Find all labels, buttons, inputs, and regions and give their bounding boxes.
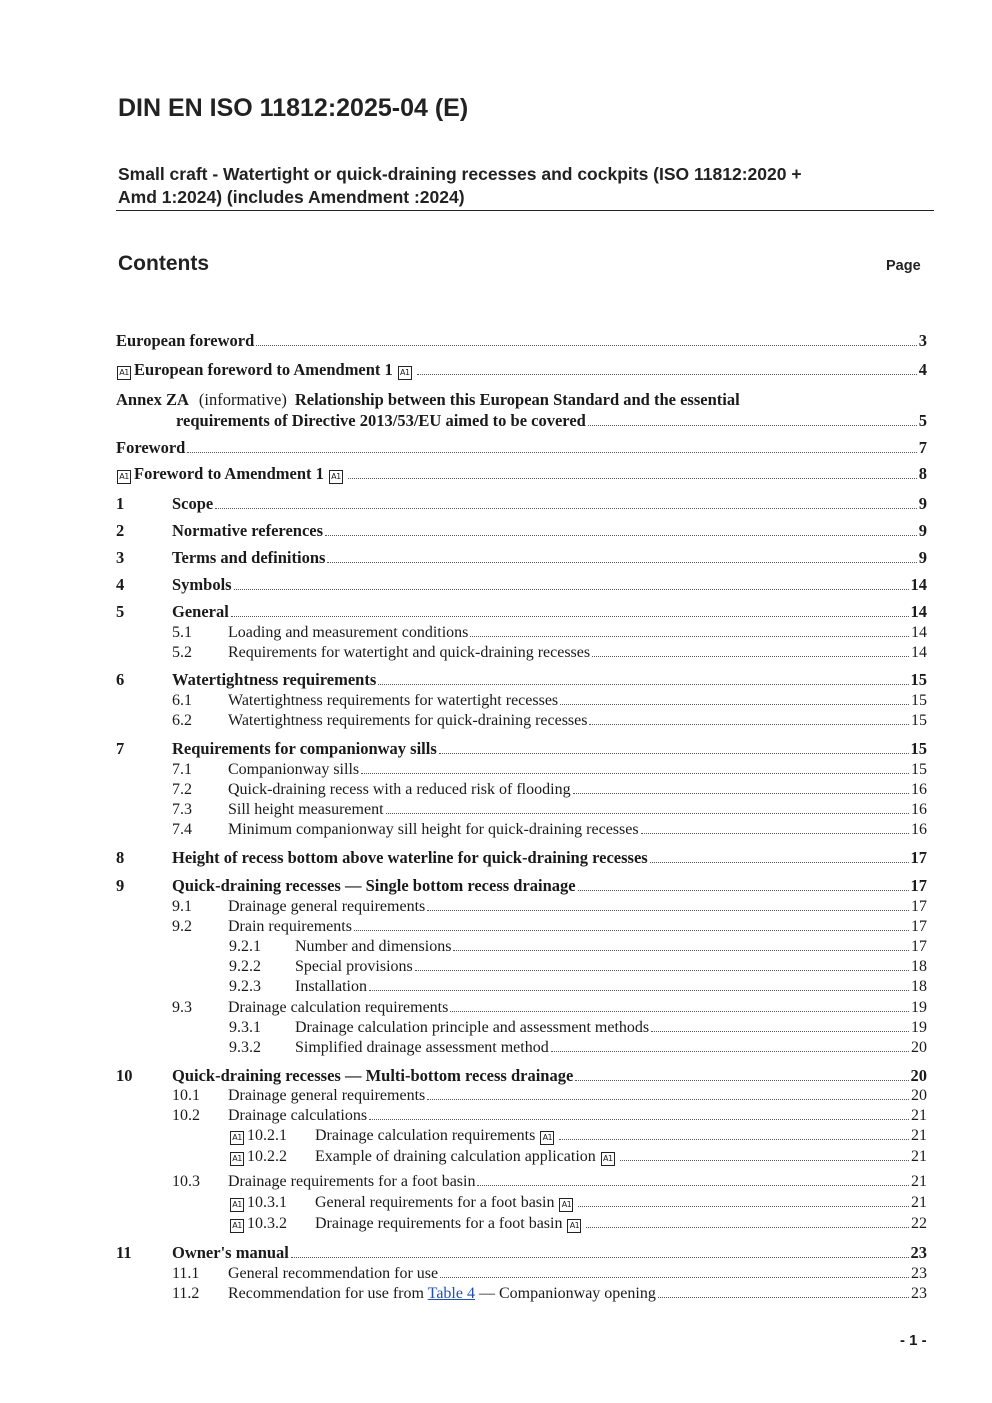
toc-entry-title-text: Drainage requirements for a foot basin (228, 1173, 476, 1190)
dot-leader (415, 969, 909, 971)
toc-entry[interactable] (172, 711, 927, 731)
toc-entry-title (228, 760, 359, 780)
toc-entry-number: 9.2.2 (229, 958, 261, 975)
dot-leader (470, 635, 909, 637)
toc-entry-title-text: Watertightness requirements for watertight recesses (228, 692, 559, 709)
toc-entry[interactable] (116, 739, 927, 759)
toc-entry-number: 7.3 (172, 801, 192, 818)
toc-entry-title (172, 548, 325, 568)
toc-entry-number: 7.1 (172, 761, 192, 778)
toc-entry-number: 10.3.1 (247, 1194, 287, 1211)
toc-entry-title (228, 800, 384, 820)
dot-leader (234, 588, 909, 590)
toc-entry-title-text: Normative references (172, 521, 324, 540)
toc-entry-page: 17 (910, 876, 927, 895)
toc-entry-page: 17 (911, 938, 927, 955)
toc-entry-page: 21 (911, 1148, 927, 1165)
amendment-end-icon: A1 (601, 1152, 615, 1166)
toc-entry-number: 5.1 (172, 624, 192, 641)
toc-entry[interactable] (116, 670, 927, 690)
dot-leader (256, 344, 916, 346)
toc-entry-title-text: Special provisions (295, 958, 413, 975)
toc-entry-number: 6 (116, 670, 125, 689)
toc-entry[interactable] (116, 494, 927, 514)
toc-entry-number: 11.1 (172, 1265, 200, 1282)
toc-entry-number: 5 (116, 602, 125, 621)
dot-leader (369, 1118, 909, 1120)
toc-entry-number: 10.3 (172, 1173, 200, 1190)
toc-entry-title-text: Quick-draining recesses — Single bottom recess drainage (172, 876, 576, 895)
toc-entry-title (134, 360, 393, 380)
toc-entry-page: 16 (911, 821, 927, 838)
toc-entry[interactable] (172, 691, 927, 711)
dot-leader (453, 949, 909, 951)
toc-entry-title-text: Owner's manual (172, 1243, 289, 1262)
toc-entry[interactable] (172, 1106, 927, 1126)
dot-leader (551, 1050, 909, 1052)
toc-entry-page: 15 (911, 761, 927, 778)
toc-entry-page: 23 (911, 1265, 927, 1282)
page-column-label: Page (886, 258, 921, 274)
toc-entry[interactable] (172, 800, 927, 820)
dot-leader (560, 703, 909, 705)
toc-entry-number: 5.2 (172, 644, 192, 661)
toc-entry-title (228, 820, 639, 840)
toc-entry-title (134, 464, 324, 484)
toc-entry[interactable] (116, 521, 927, 541)
toc-entry[interactable] (229, 1038, 927, 1058)
dot-leader (573, 792, 909, 794)
dot-leader (477, 1184, 909, 1186)
toc-entry-title (172, 521, 323, 541)
toc-entry-title (116, 331, 254, 351)
toc-entry[interactable] (229, 937, 927, 957)
toc-entry[interactable] (172, 998, 927, 1018)
toc-entry-title-text: Watertightness requirements (172, 670, 377, 689)
toc-entry-title-text: European foreword (116, 331, 255, 350)
toc-entry-title-text: Scope (172, 494, 214, 513)
toc-entry-title-text: Sill height measurement (228, 801, 384, 818)
toc-entry[interactable] (172, 917, 927, 937)
toc-entry-page: 15 (910, 670, 927, 689)
toc-entry-title-text: Drainage calculation principle and assessment methods (295, 1019, 650, 1036)
toc-entry[interactable] (116, 876, 927, 896)
amendment-start-icon: A1 (117, 470, 131, 484)
amendment-end-icon: A1 (559, 1198, 573, 1212)
toc-entry-title-text: Companionway sills (228, 761, 360, 778)
dot-leader (588, 425, 917, 426)
toc-entry-title-text: Quick-draining recess with a reduced risk of flooding (228, 781, 571, 798)
toc-entry-page: 9 (918, 521, 927, 540)
toc-entry-page: 8 (918, 464, 927, 483)
toc-entry[interactable] (116, 848, 927, 868)
toc-entry-title-text: Simplified drainage assessment method (295, 1039, 549, 1056)
toc-entry-number: 9.2.3 (229, 978, 261, 995)
toc-entry-title-text: Drain requirements (228, 918, 352, 935)
toc-entry-title (228, 1284, 656, 1304)
dot-leader (559, 1138, 909, 1140)
dot-leader (378, 683, 908, 685)
toc-entry-page: 14 (911, 624, 927, 641)
toc-entry[interactable] (229, 1126, 927, 1146)
toc-entry-title: requirements of Directive 2013/53/EU aimed to be covered (176, 411, 586, 430)
amendment-start-icon: A1 (230, 1152, 244, 1166)
toc-entry-title-text: Height of recess bottom above waterline for quick-draining recesses (172, 848, 648, 867)
dot-leader (187, 451, 916, 453)
amendment-end-icon: A1 (567, 1219, 581, 1233)
toc-entry-title (295, 957, 413, 977)
toc-entry-page: 19 (911, 999, 927, 1016)
toc-entry-number: 9.3 (172, 999, 192, 1016)
toc-entry-title-text: Terms and definitions (172, 548, 326, 567)
toc-entry[interactable] (172, 897, 927, 917)
toc-entry-title-text: Drainage calculation requirements (228, 999, 449, 1016)
document-title: DIN EN ISO 11812:2025-04 (E) (118, 94, 469, 122)
toc-entry[interactable] (229, 1147, 927, 1167)
toc-entry-title (295, 937, 451, 957)
toc-entry[interactable] (116, 390, 927, 410)
toc-entry-number: 9.2.1 (229, 938, 261, 955)
toc-entry-title-text: Installation (295, 978, 367, 995)
toc-entry-title (116, 390, 740, 410)
toc-entry-number: 8 (116, 848, 125, 867)
toc-entry-number: 9.1 (172, 898, 192, 915)
dot-leader (361, 772, 909, 774)
toc-entry-title-text: Watertightness requirements for quick-draining recesses (228, 712, 588, 729)
toc-entry[interactable] (172, 760, 927, 780)
toc-entry-title (315, 1126, 535, 1146)
toc-entry[interactable] (116, 602, 927, 622)
toc-entry-title-text: Requirements for watertight and quick-draining recesses (228, 644, 591, 661)
toc-entry[interactable] (229, 1214, 927, 1234)
toc-entry-number: 7 (116, 739, 125, 758)
toc-entry-title-text: Loading and measurement conditions (228, 624, 469, 641)
toc-entry-title (172, 848, 648, 868)
dot-leader (651, 1030, 909, 1032)
toc-entry-number: 1 (116, 494, 125, 513)
toc-entry-number: 4 (116, 575, 125, 594)
dot-leader (620, 1159, 909, 1161)
toc-entry[interactable] (116, 438, 927, 458)
toc-entry[interactable] (116, 548, 927, 568)
toc-entry-title (295, 1018, 649, 1038)
toc-entry-title-text: General recommendation for use (228, 1265, 439, 1282)
toc-entry-title-text: Drainage calculation requirements (315, 1127, 536, 1144)
toc-entry-page: 14 (910, 575, 927, 594)
toc-entry[interactable] (116, 1243, 927, 1263)
amendment-start-icon: A1 (117, 366, 131, 380)
toc-entry-number: Annex ZA (116, 390, 189, 409)
toc-entry-number: 10.2.1 (247, 1127, 287, 1144)
toc-entry-number: 11.2 (172, 1285, 200, 1302)
toc-entry[interactable] (172, 820, 927, 840)
toc-entry-title (228, 1086, 425, 1106)
toc-entry-title-text: Recommendation for use from (228, 1285, 424, 1302)
toc-entry-title (228, 780, 571, 800)
toc-entry[interactable] (172, 1086, 927, 1106)
toc-entry-page: 20 (911, 1087, 927, 1104)
toc-entry-number: 3 (116, 548, 125, 567)
toc-entry-page: 16 (911, 781, 927, 798)
toc-entry-page: 7 (918, 438, 927, 457)
footer-page-number: - 1 - (900, 1332, 927, 1349)
dot-leader (641, 832, 909, 834)
toc-entry-title (172, 670, 376, 690)
toc-entry-title (228, 691, 558, 711)
toc-entry-title (228, 1172, 475, 1192)
subtitle-line-2: Amd 1:2024) (includes Amendment :2024) (118, 187, 465, 207)
dot-leader (586, 1226, 909, 1228)
dot-leader (386, 812, 909, 814)
dot-leader (578, 889, 909, 891)
annex-type-note: (informative) (198, 390, 287, 409)
toc-entry-number: 10.2.2 (247, 1148, 287, 1165)
toc-entry-page: 21 (911, 1194, 927, 1211)
dot-leader (327, 561, 916, 563)
toc-entry-number: 9.3.2 (229, 1039, 261, 1056)
amendment-end-icon: A1 (329, 470, 343, 484)
toc-entry-title-text: Foreword to Amendment 1 (134, 464, 324, 483)
dot-leader (439, 752, 909, 754)
toc-entry-page: 5 (918, 411, 927, 430)
dot-leader (592, 655, 909, 657)
toc-entry-title-suffix: — Companionway opening (478, 1285, 656, 1302)
toc-entry-page: 16 (911, 801, 927, 818)
toc-entry-title (228, 1264, 438, 1284)
toc-entry-title-text: Drainage calculations (228, 1107, 368, 1124)
dot-leader (575, 1079, 908, 1081)
toc-entry-title (315, 1193, 554, 1213)
toc-entry-page: 21 (911, 1107, 927, 1124)
toc-entry-title-text: Drainage requirements for a foot basin (315, 1215, 563, 1232)
toc-entry[interactable] (172, 1264, 927, 1284)
toc-entry[interactable] (116, 1066, 927, 1086)
toc-entry-page: 23 (910, 1243, 927, 1262)
toc-entry-page: 17 (910, 848, 927, 867)
toc-entry-page: 20 (910, 1066, 927, 1085)
toc-entry-page: 9 (918, 494, 927, 513)
toc-entry-page: 3 (918, 331, 927, 350)
toc-entry-page: 14 (911, 644, 927, 661)
dot-leader (427, 1098, 909, 1100)
dot-leader (215, 507, 917, 509)
dot-leader (427, 909, 909, 911)
toc-entry-number: 10.1 (172, 1087, 200, 1104)
toc-entry-title (228, 998, 448, 1018)
dot-leader (450, 1010, 909, 1012)
amendment-start-icon: A1 (230, 1131, 244, 1145)
toc-entry[interactable] (172, 623, 927, 643)
toc-entry-title (172, 575, 232, 595)
toc-entry-page: 14 (910, 602, 927, 621)
toc-entry-title (172, 1066, 573, 1086)
toc-entry[interactable] (172, 1172, 927, 1192)
toc-entry-title-text: Number and dimensions (295, 938, 452, 955)
toc-entry-page: 22 (911, 1215, 927, 1232)
toc-entry-title (172, 494, 213, 514)
toc-entry-number: 11 (116, 1243, 132, 1262)
toc-entry-title (295, 977, 367, 997)
toc-entry-title (116, 438, 185, 458)
toc-entry[interactable] (172, 780, 927, 800)
toc-entry-page: 9 (918, 548, 927, 567)
toc-entry-page: 19 (911, 1019, 927, 1036)
toc-entry-title (172, 1243, 289, 1263)
toc-entry-title (172, 739, 437, 759)
toc-entry-page: 18 (911, 958, 927, 975)
toc-entry-title (228, 1106, 367, 1126)
toc-entry-annex-za-continued[interactable] (176, 411, 927, 431)
amendment-start-icon: A1 (230, 1198, 244, 1212)
toc-entry-number: 10 (116, 1066, 133, 1085)
toc-entry-number: 9 (116, 876, 125, 895)
dot-leader (369, 989, 909, 991)
amendment-end-icon: A1 (540, 1131, 554, 1145)
toc-entry-page: 20 (911, 1039, 927, 1056)
toc-entry-number: 7.4 (172, 821, 192, 838)
amendment-start-icon: A1 (230, 1219, 244, 1233)
dot-leader (231, 615, 909, 617)
toc-entry-title (228, 917, 352, 937)
dot-leader (354, 929, 909, 931)
toc-entry-title (295, 1038, 549, 1058)
toc-entry[interactable] (116, 360, 927, 380)
toc-entry-page: 4 (918, 360, 927, 379)
toc-entry[interactable] (116, 331, 927, 351)
toc-entry-title-text: Minimum companionway sill height for quick-draining recesses (228, 821, 639, 838)
contents-heading: Contents (118, 252, 209, 275)
toc-entry-title (172, 602, 229, 622)
toc-entry-title-text: Symbols (172, 575, 232, 594)
toc-entry-number: 6.1 (172, 692, 192, 709)
toc-entry-number: 6.2 (172, 712, 192, 729)
toc-entry-page: 17 (911, 898, 927, 915)
toc-entry-title-text: Foreword (116, 438, 186, 457)
dot-leader (291, 1256, 909, 1258)
toc-entry-title-text: Requirements for companionway sills (172, 739, 437, 758)
toc-entry-title-text: European foreword to Amendment 1 (134, 360, 393, 379)
toc-entry-page: 21 (911, 1173, 927, 1190)
toc-entry-title-text: Drainage general requirements (228, 898, 426, 915)
toc-entry[interactable] (116, 575, 927, 595)
toc-entry-title (228, 897, 425, 917)
toc-entry-page: 17 (911, 918, 927, 935)
dot-leader (440, 1276, 909, 1278)
toc-entry[interactable] (229, 1193, 927, 1213)
dot-leader (348, 477, 917, 479)
dot-leader (658, 1296, 909, 1298)
toc-entry-title (172, 876, 576, 896)
toc-entry[interactable] (229, 1018, 927, 1038)
toc-entry-page: 21 (911, 1127, 927, 1144)
toc-entry-title-text: Drainage general requirements (228, 1087, 426, 1104)
dot-leader (417, 373, 917, 375)
toc-entry-title (315, 1214, 562, 1234)
toc-entry-page: 15 (911, 692, 927, 709)
toc-entry-number: 2 (116, 521, 125, 540)
toc-entry-title-text: Relationship between this European Standard and the essential (294, 390, 740, 409)
dot-leader (650, 861, 909, 863)
toc-entry-number: 9.2 (172, 918, 192, 935)
toc-entry-number: 10.3.2 (247, 1215, 287, 1232)
toc-entry-title (228, 643, 590, 663)
toc-entry-number: 7.2 (172, 781, 192, 798)
toc-entry-title-text: Example of draining calculation application (315, 1148, 596, 1165)
toc-entry-title (228, 711, 587, 731)
toc-entry[interactable] (172, 1284, 927, 1304)
toc-entry-page: 23 (911, 1285, 927, 1302)
toc-entry[interactable] (116, 464, 927, 484)
toc-entry-title-text: General requirements for a foot basin (315, 1194, 555, 1211)
toc-entry-title (228, 623, 468, 643)
toc-entry-number: 10.2 (172, 1107, 200, 1124)
dot-leader (578, 1205, 909, 1207)
subtitle-line-1: Small craft - Watertight or quick-draining recesses and cockpits (ISO 11812:2020 + (118, 164, 802, 184)
toc-entry-number: 9.3.1 (229, 1019, 261, 1036)
toc-entry-page: 15 (911, 712, 927, 729)
toc-entry-title (315, 1147, 596, 1167)
toc-entry-page: 15 (910, 739, 927, 758)
dot-leader (589, 723, 909, 725)
toc-entry[interactable] (229, 977, 927, 997)
table-4-link[interactable]: Table 4 (427, 1285, 475, 1302)
toc-entry[interactable] (229, 957, 927, 977)
toc-entry-title-text: Quick-draining recesses — Multi-bottom recess drainage (172, 1066, 574, 1085)
toc-entry-title-text: General (172, 602, 229, 621)
toc-entry[interactable] (172, 643, 927, 663)
dot-leader (325, 534, 917, 536)
toc-entry-page: 18 (911, 978, 927, 995)
amendment-end-icon: A1 (398, 366, 412, 380)
